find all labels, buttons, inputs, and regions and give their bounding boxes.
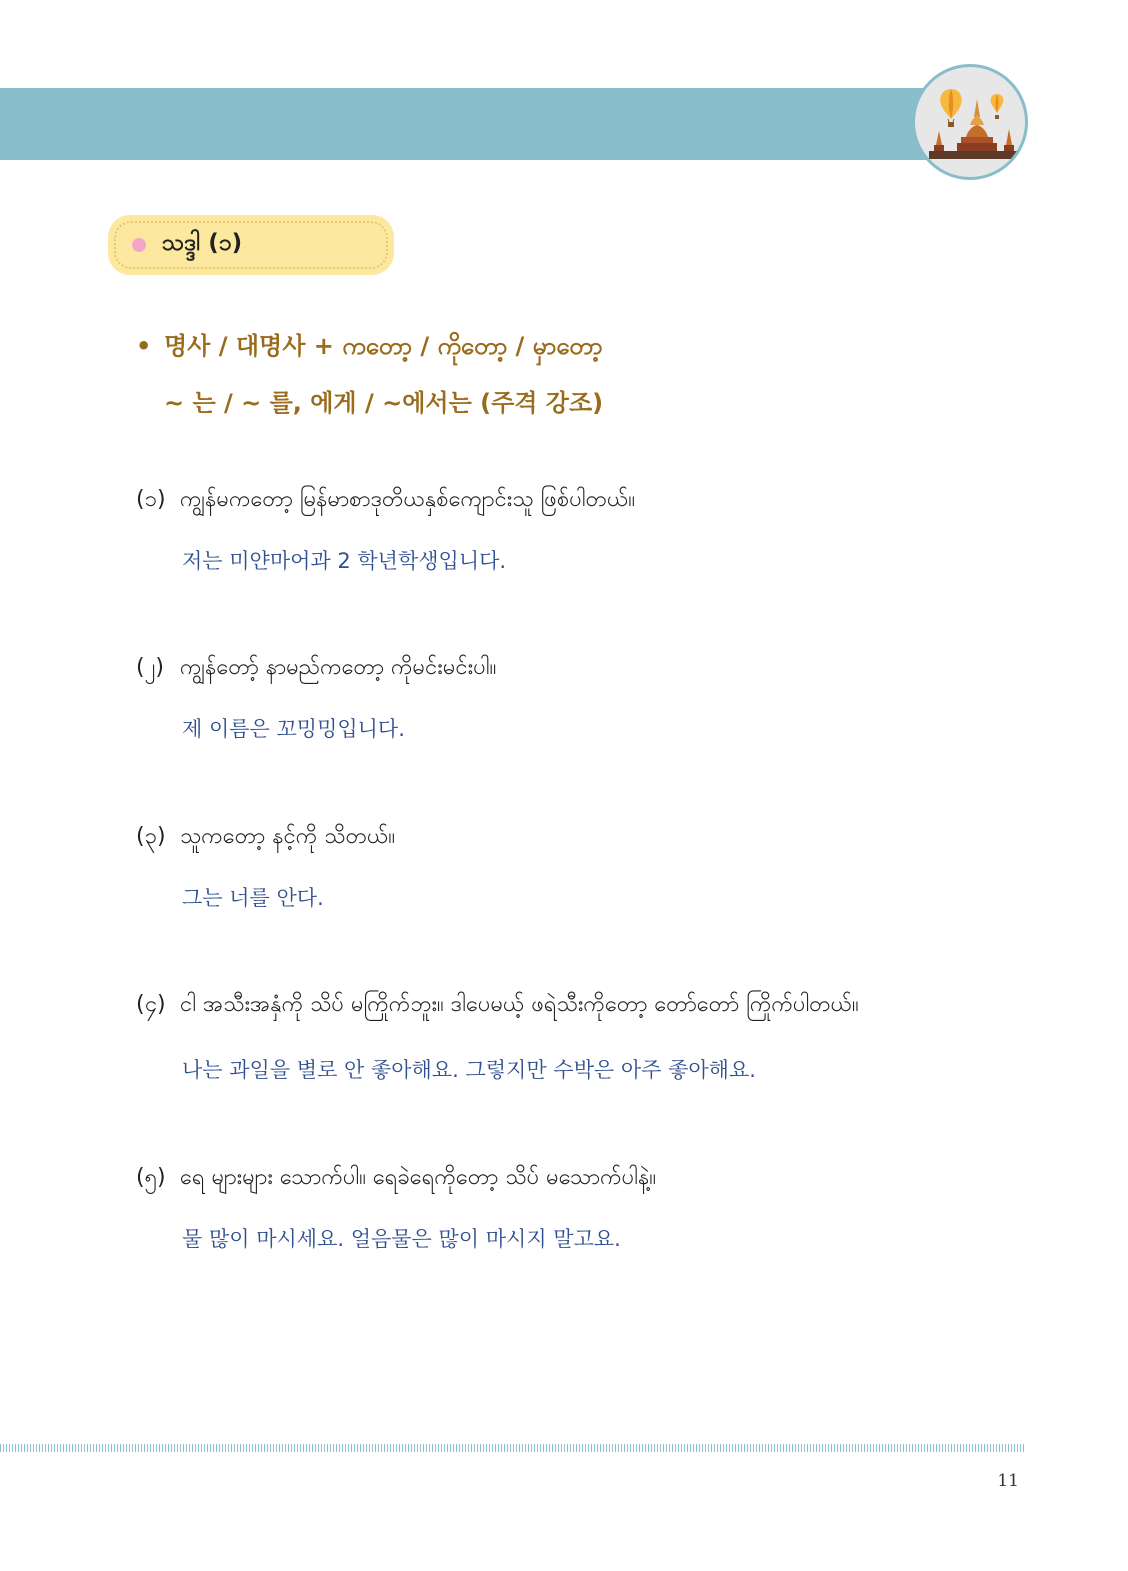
example-sentence: ရေ များများ သောက်ပါ။ ရေခဲရေကိုတော့ သိပ် မသောက်ပါနဲ့။	[180, 1165, 657, 1190]
example-number: (၄)	[136, 992, 166, 1017]
example-translation: 나는 과일을 별로 안 좋아해요. 그렇지만 수박은 아주 좋아해요.	[182, 1058, 756, 1082]
bullet-icon: •	[136, 332, 152, 360]
example-number: (၅)	[136, 1165, 166, 1190]
section-tag-label: သဒ္ဒါ (၁)	[162, 230, 243, 256]
example-translation: 그는 너를 안다.	[182, 886, 324, 910]
example-sentence: သူကတော့ နင့်ကို သိတယ်။	[180, 824, 396, 849]
example-1	[136, 484, 635, 517]
example-translation: 저는 미얀마어과 2 학년학생입니다.	[182, 549, 507, 573]
grammar-pattern-text: 명사 / 대명사 + ကတော့ / ကိုတော့ / မှာတော့	[164, 332, 603, 360]
example-5	[136, 1162, 656, 1195]
example-number: (၁)	[136, 487, 166, 512]
section-tag	[108, 215, 394, 275]
example-sentence: ကျွန်မကတော့ မြန်မာစာဒုတိယနှစ်ကျောင်းသူ ဖြစ်ပါတယ်။	[180, 487, 636, 512]
page-number: 11	[997, 1471, 1019, 1491]
example-sentence: ငါ အသီးအနှံကို သိပ် မကြိုက်ဘူး။ ဒါပေမယ့် ဖရဲသီးကိုတော့ တော်တော် ကြိုက်ပါတယ်။	[180, 992, 859, 1017]
example-4	[136, 989, 859, 1022]
example-translation: 물 많이 마시세요. 얼음물은 많이 마시지 말고요.	[182, 1227, 621, 1251]
example-2	[136, 652, 496, 685]
example-3	[136, 821, 395, 854]
example-number: (၂)	[136, 655, 164, 680]
pink-dot-icon	[132, 238, 146, 252]
footer-rule	[0, 1444, 1026, 1452]
header-band	[0, 88, 960, 160]
example-translation: 제 이름은 꼬밍밍입니다.	[182, 717, 405, 741]
example-sentence: ကျွန်တော့် နာမည်ကတော့ ကိုမင်းမင်းပါ။	[180, 655, 497, 680]
pagoda-balloon-icon	[912, 64, 1028, 180]
grammar-pattern	[136, 326, 603, 366]
example-number: (၃)	[136, 824, 166, 849]
grammar-meaning: ~ 는 / ~ 를, 에게 / ~에서는 (주격 강조)	[164, 389, 604, 417]
section-tag-border	[114, 221, 388, 269]
